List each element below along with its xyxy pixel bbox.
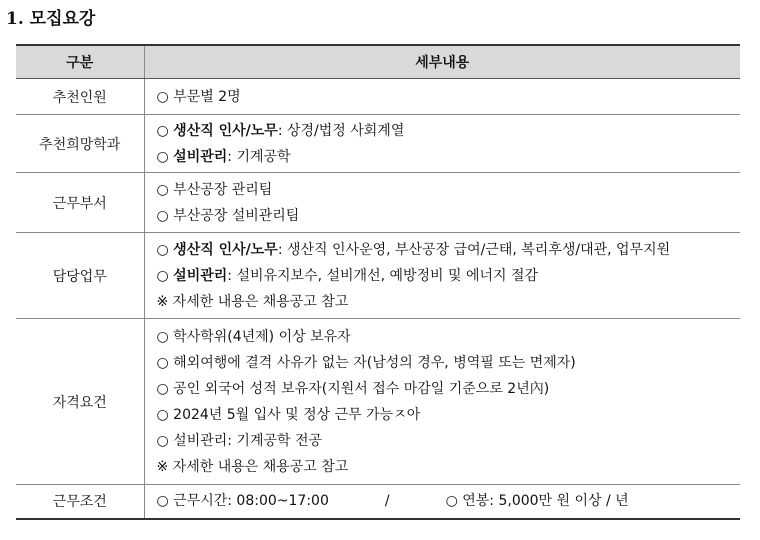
table-header-row: [16, 45, 740, 79]
table-row: [16, 233, 740, 319]
header-details: 세부내용: [144, 45, 740, 79]
detail-bold: 설비관리: [173, 148, 228, 165]
bullet: ○: [156, 267, 174, 284]
row-label: 근무조건: [16, 485, 144, 519]
detail-line: [157, 118, 741, 144]
detail-text: : 기계공학: [227, 148, 291, 165]
bullet: ○: [156, 148, 174, 165]
header-category: 구분: [16, 45, 144, 79]
table-row: [16, 79, 740, 115]
detail-line: ○ 학사학위(4년제) 이상 보유자: [156, 328, 351, 345]
bullet: ○: [156, 122, 174, 139]
table-row: [16, 485, 740, 519]
detail-line: [157, 144, 741, 170]
detail-line: ○ 2024년 5월 입사 및 정상 근무 가능ㅈ아: [156, 406, 421, 423]
table-row: [16, 319, 740, 485]
row-details: [144, 79, 740, 115]
separator: /: [384, 493, 390, 510]
detail-line: [157, 263, 741, 289]
table-row: [16, 173, 740, 233]
salary: ○ 연봉: 5,000만 원 이상 / 년: [445, 493, 629, 510]
row-label: 담당업무: [16, 233, 144, 319]
detail-line: ※ 자세한 내용은 채용공고 참고: [156, 458, 349, 475]
detail-line: ※ 자세한 내용은 채용공고 참고: [156, 293, 349, 310]
row-details: [144, 319, 740, 485]
detail-text: : 상경/법정 사회계열: [277, 122, 405, 139]
row-details: [144, 233, 740, 319]
recruitment-table: [16, 44, 740, 520]
detail-line: [157, 237, 741, 263]
detail-line: ○ 부산공장 설비관리팀: [156, 207, 300, 224]
row-label: 근무부서: [16, 173, 144, 233]
detail-line: ○ 공인 외국어 성적 보유자(지원서 접수 마감일 기준으로 2년內): [156, 380, 550, 397]
table-row: [16, 115, 740, 173]
work-hours: ○ 근무시간: 08:00~17:00: [156, 493, 329, 510]
row-details: [144, 115, 740, 173]
row-details: [144, 173, 740, 233]
detail-line: ○ 설비관리: 기계공학 전공: [156, 432, 323, 449]
detail-bold: 생산직 인사/노무: [173, 122, 278, 139]
detail-line: [157, 488, 741, 514]
detail-bold: 설비관리: [173, 267, 228, 284]
detail-bold: 생산직 인사/노무: [173, 241, 278, 258]
detail-line: ○ 해외여행에 결격 사유가 없는 자(남성의 경우, 병역필 또는 면제자): [156, 354, 576, 371]
bullet: ○: [156, 241, 174, 258]
row-label: 추천희망학과: [16, 115, 144, 173]
section-title: 1. 모집요강: [6, 9, 96, 29]
detail-line: ○ 부문별 2명: [156, 88, 241, 105]
detail-line: ○ 부산공장 관리팀: [156, 181, 273, 198]
detail-text: : 설비유지보수, 설비개선, 예방정비 및 에너지 절감: [227, 267, 539, 284]
detail-text: : 생산직 인사운영, 부산공장 급여/근태, 복리후생/대관, 업무지원: [277, 241, 671, 258]
row-label: 자격요건: [16, 319, 144, 485]
row-details: [144, 485, 740, 519]
row-label: 추천인원: [16, 79, 144, 115]
